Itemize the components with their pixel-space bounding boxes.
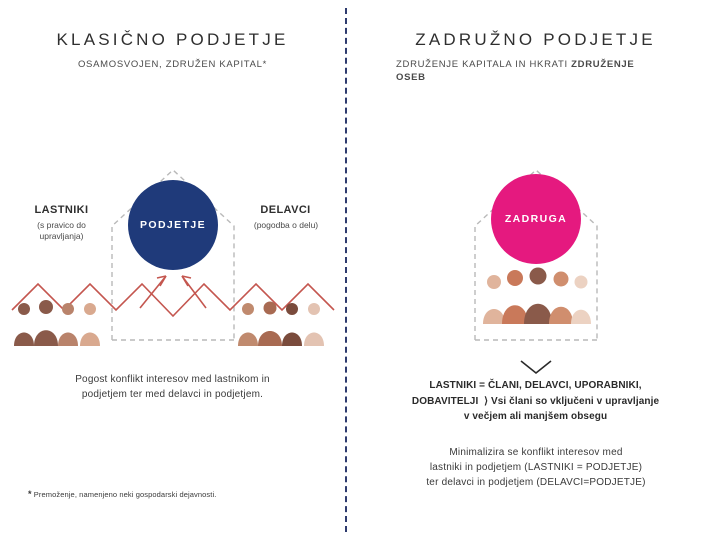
panel-cooperative-enterprise [363,0,708,540]
left-caption: Pogost konflikt interesov med lastnikom in podjetjem ter med delavci in podjetjem. [75,374,270,400]
right-subtitle-bold2: OSEB [396,72,426,83]
left-subtitle: OSAMOSVOJEN, ZDRUŽEN KAPITAL* [77,59,268,70]
people-group-members [483,266,593,328]
left-center-label: PODJETJE [139,219,207,231]
left-title: KLASIČNO PODJETJE [56,30,289,49]
people-group-workers [236,300,336,348]
right-title: ZADRUŽNO PODJETJE [415,30,656,49]
right-center-label: ZADRUGA [504,213,568,225]
panel-divider [345,8,347,532]
left-footnote [28,489,328,499]
right-subtitle-plain: ZDRUŽENJE KAPITALA IN HKRATI [396,59,572,70]
right-subtitle-bold1: ZDRUŽENJE [571,59,635,70]
label-lastniki-sub: (s pravico do upravljanja) [37,220,86,241]
footnote-text: Premoženje, namenjeno neki gospodarski dejavnosti. [33,490,217,499]
label-lastniki: LASTNIKI [34,204,89,216]
right-caption: Minimalizira se konflikt interesov med lastniki in podjetjem (LASTNIKI = PODJETJE) ter delavci in podjetjem (DELAVCI=PODJETJE) [426,447,646,488]
label-delavci-sub: (pogodba o delu) [253,220,319,230]
chevron-down-icon [518,358,554,376]
right-center-circle [491,174,581,264]
label-delavci: DELAVCI [260,204,311,216]
right-caption-bold: LASTNIKI = ČLANI, DELAVCI, UPORABNIKI, DOBAVITELJI ⟩ Vsi člani so vključeni v upravljanje v večjem ali manjšem obsegu [411,380,660,422]
people-group-owners [10,300,110,348]
panel-classic-enterprise [0,0,345,540]
left-center-circle [128,180,218,270]
footnote-star: * [28,489,32,499]
